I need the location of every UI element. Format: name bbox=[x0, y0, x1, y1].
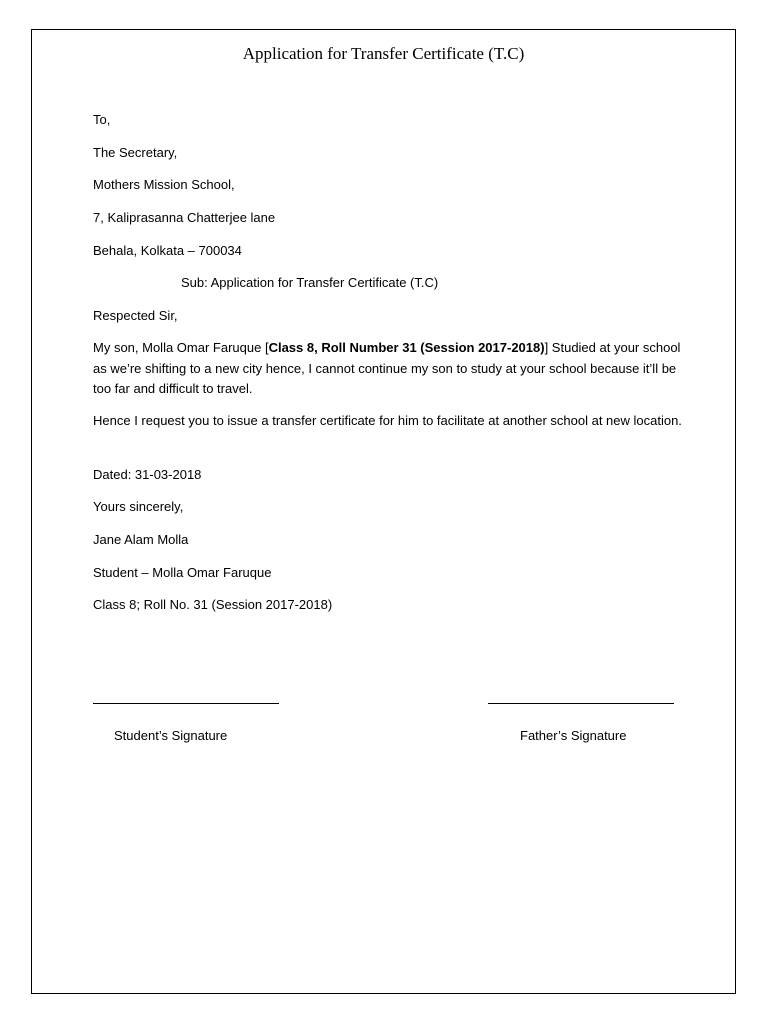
body-paragraph-1-rest: ] Studied at your school as we’re shifting to a new city hence, I cannot continue my son to study at your school because it’ll be too far and difficult to travel. bbox=[93, 340, 681, 396]
body-paragraph-2: Hence I request you to issue a transfer certificate for him to facilitate at another school at new location. bbox=[93, 413, 682, 428]
dated-line: Dated: 31-03-2018 bbox=[93, 467, 202, 482]
student-line: Student – Molla Omar Faruque bbox=[93, 565, 272, 580]
student-signature-label: Student’s Signature bbox=[114, 728, 228, 743]
student-signature-line bbox=[93, 703, 279, 704]
address-school: Mothers Mission School, bbox=[93, 177, 235, 192]
body-paragraph-1-intro: My son, Molla Omar Faruque [ bbox=[93, 340, 269, 355]
class-line: Class 8; Roll No. 31 (Session 2017-2018) bbox=[93, 597, 333, 612]
address-city: Behala, Kolkata – 700034 bbox=[93, 243, 242, 258]
closing-line: Yours sincerely, bbox=[93, 499, 184, 514]
subject-line: Sub: Application for Transfer Certificate (T.C) bbox=[181, 275, 439, 290]
address-recipient: The Secretary, bbox=[93, 145, 178, 160]
salutation: Respected Sir, bbox=[93, 308, 178, 323]
father-signature-line bbox=[488, 703, 674, 704]
document-title: Application for Transfer Certificate (T.C) bbox=[242, 44, 525, 63]
address-street: 7, Kaliprasanna Chatterjee lane bbox=[93, 210, 276, 225]
body-paragraph-1-bold: Class 8, Roll Number 31 (Session 2017-2018) bbox=[268, 340, 545, 355]
address-to: To, bbox=[93, 112, 111, 127]
father-signature-label: Father’s Signature bbox=[520, 728, 627, 743]
body-paragraph-1 bbox=[93, 338, 683, 400]
sender-name: Jane Alam Molla bbox=[93, 532, 189, 547]
